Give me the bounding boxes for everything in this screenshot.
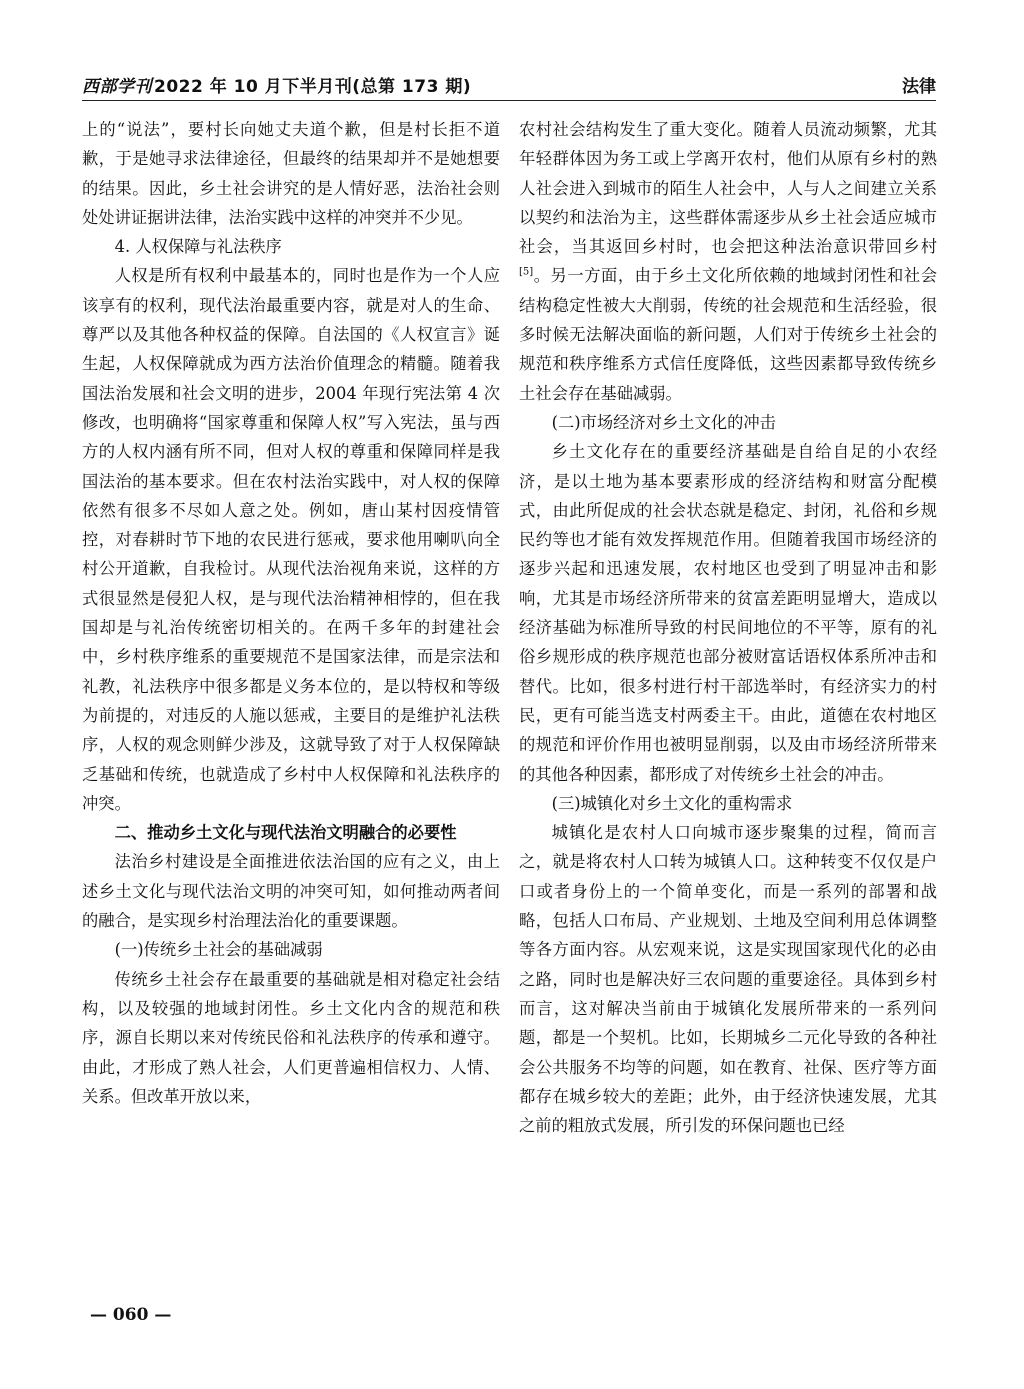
subsection-heading: 4. 人权保障与礼法秩序	[114, 237, 282, 257]
subsection-heading: (一)传统乡土社会的基础减弱	[114, 940, 323, 960]
running-header	[82, 70, 936, 101]
section-heading: 二、推动乡土文化与现代法治文明融合的必要性	[114, 823, 457, 843]
issue-info: 2022 年 10 月下半月刊(总第 173 期)	[154, 77, 472, 97]
paragraph-text: 农村社会结构发生了重大变化。随着人员流动频繁，尤其年轻群体因为务工或上学离开农村，他们从原有乡村的熟人社会进入到城市的陌生人社会中，人与人之间建立关系以契约和法治为主，这些群体需逐步从乡土社会适应城市社会，当其返回乡村时，也会把这种法治意识带回乡村	[519, 120, 937, 257]
paragraph	[519, 115, 937, 408]
paragraph: 乡土文化存在的重要经济基础是自给自足的小农经济，是以土地为基本要素形成的经济结构和财富分配模式，由此所促成的社会状态就是稳定、封闭，礼俗和乡规民约等也才能有效发挥规范作用。但随着我国市场经济的逐步兴起和迅速发展，农村地区也受到了明显冲击和影响，尤其是市场经济所带来的贫富差距明显增大，造成以经济基础为标准所导致的村民间地位的不平等，原有的礼俗乡规形成的秩序规范也部分被财富话语权体系所冲击和替代。比如，很多村进行村干部选举时，有经济实力的村民，更有可能当选支村两委主干。由此，道德在农村地区的规范和评价作用也被明显削弱，以及由市场经济所带来的其他各种因素，都形成了对传统乡土社会的冲击。	[519, 442, 937, 784]
citation-ref: [5]	[519, 267, 534, 279]
paragraph: 法治乡村建设是全面推进依法治国的应有之义，由上述乡土文化与现代法治文明的冲突可知，如何推动两者间的融合，是实现乡村治理法治化的重要课题。	[82, 852, 500, 931]
journal-logo: 西部学刊	[82, 77, 152, 97]
paragraph: 人权是所有权利中最基本的，同时也是作为一个人应该享有的权利，现代法治最重要内容，就是对人的生命、尊严以及其他各种权益的保障。自法国的《人权宣言》诞生起，人权保障就成为西方法治价值理念的精髓。随着我国法治发展和社会文明的进步，2004 年现行宪法第 4 次修改，也明确将“国家尊重和保障人权”写入宪法，虽与西方的人权内涵有所不同，但对人权的尊重和保障同样是我国法治的基本要求。但在农村法治实践中，对人权的保障依然有很多不尽如人意之处。例如，唐山某村因疫情管控，对春耕时节下地的农民进行惩戒，要求他用喇叭向全村公开道歉，自我检讨。从现代法治视角来说，这样的方式很显然是侵犯人权，是与现代法治精神相悖的，但在我国却是与礼治传统密切相关的。在两千多年的封建社会中，乡村秩序维系的重要规范不是国家法律，而是宗法和礼教，礼法秩序中很多都是义务本位的，是以特权和等级为前提的，对违反的人施以惩戒，主要目的是维护礼法秩序，人权的观念则鲜少涉及，这就导致了对于人权保障缺乏基础和传统，也就造成了乡村中人权保障和礼法秩序的冲突。	[82, 266, 500, 813]
journal-title	[82, 72, 471, 97]
subsection-heading: (二)市场经济对乡土文化的冲击	[551, 412, 776, 432]
section-label: 法律	[902, 77, 936, 97]
paragraph: 传统乡土社会存在最重要的基础就是相对稳定社会结构，以及较强的地域封闭性。乡土文化内含的规范和秩序，源自长期以来对传统民俗和礼法秩序的传承和遵守。由此，才形成了熟人社会，人们更普遍相信权力、人情、关系。但改革开放以来，	[82, 969, 500, 1106]
left-column	[82, 115, 500, 1111]
right-column	[519, 115, 937, 1140]
paragraph: 城镇化是农村人口向城市逐步聚集的过程，简而言之，就是将农村人口转为城镇人口。这种转变不仅仅是户口或者身份上的一个简单变化，而是一系列的部署和战略，包括人口布局、产业规划、土地及空间利用总体调整等各方面内容。从宏观来说，这是实现国家现代化的必由之路，同时也是解决好三农问题的重要途径。具体到乡村而言，这对解决当前由于城镇化发展所带来的一系列问题，都是一个契机。比如，长期城乡二元化导致的各种社会公共服务不均等的问题，如在教育、社保、医疗等方面都存在城乡较大的差距；此外，由于经济快速发展，尤其之前的粗放式发展，所引发的环保问题也已经	[519, 823, 937, 1136]
subsection-heading: (三)城镇化对乡土文化的重构需求	[551, 793, 793, 813]
page-number: — 060 —	[90, 1305, 172, 1325]
paragraph-text: 。另一方面，由于乡土文化所依赖的地域封闭性和社会结构稳定性被大大削弱，传统的社会规范和生活经验，很多时候无法解决面临的新问题，人们对于传统乡土社会的规范和秩序维系方式信任度降低，这些因素都导致传统乡土社会存在基础减弱。	[519, 266, 937, 403]
paragraph: 上的“说法”，要村长向她丈夫道个歉，但是村长拒不道歉，于是她寻求法律途径，但最终的结果却并不是她想要的结果。因此，乡土社会讲究的是人情好恶，法治社会则处处讲证据讲法律，法治实践中这样的冲突并不少见。	[82, 120, 500, 227]
